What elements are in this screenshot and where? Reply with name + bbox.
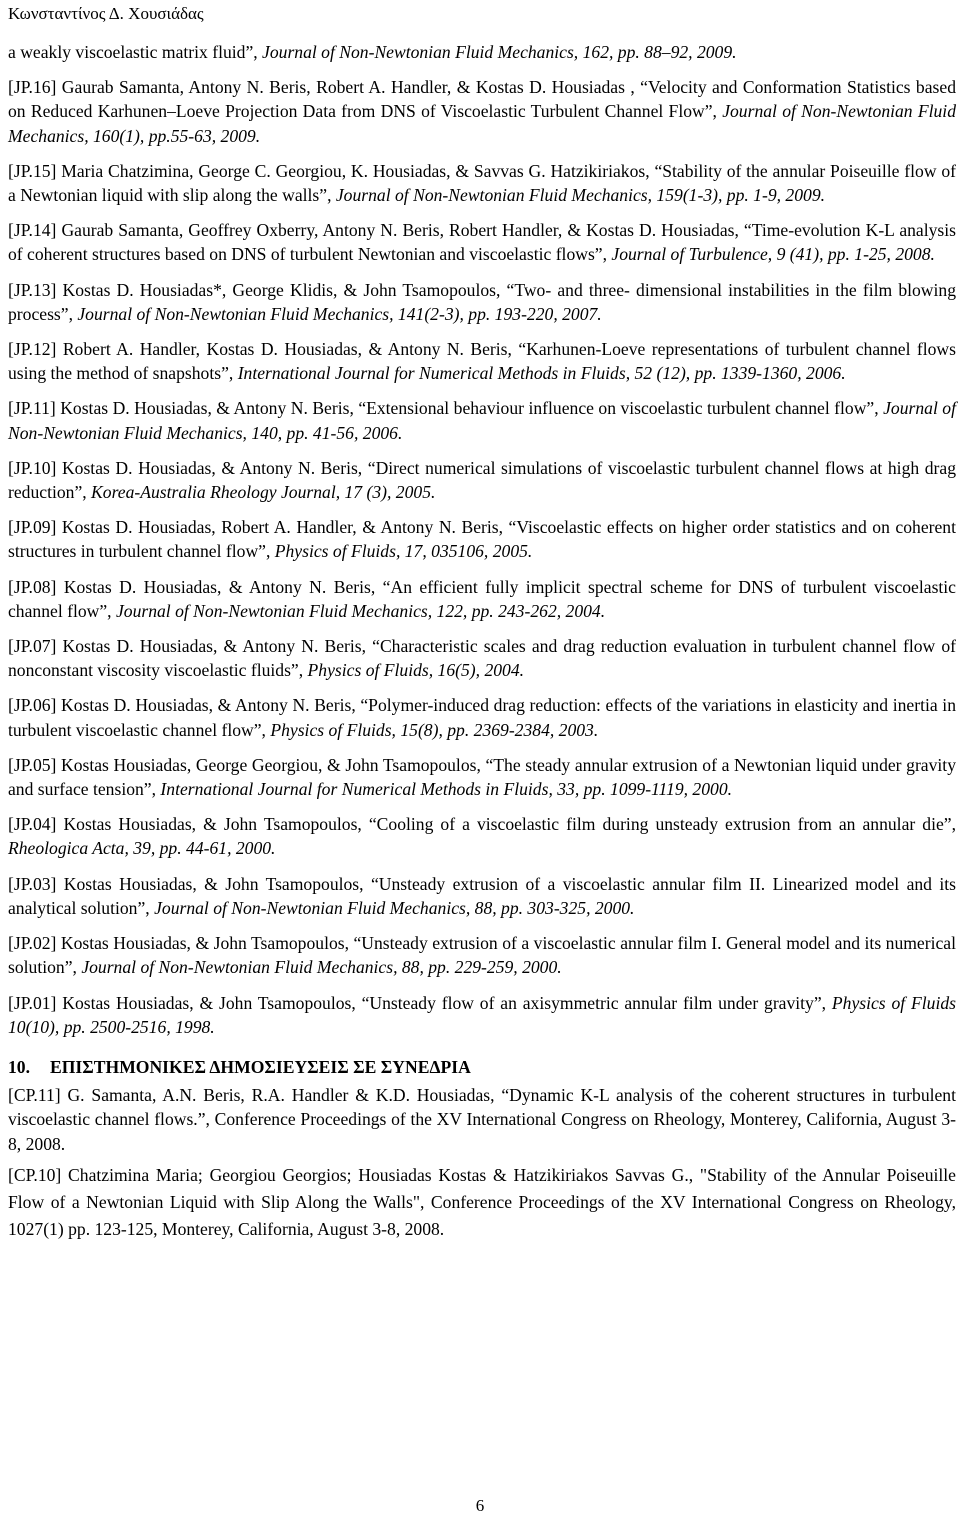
reference-text: [JP.10] Kostas D. Housiadas, & Antony N. Beris, “Direct numerical simulations of viscoelastic turbulent channel flows at high drag reduction”, — [8, 457, 956, 503]
journal-reference — [8, 218, 956, 266]
reference-text: [JP.05] Kostas Housiadas, George Georgiou, & John Tsamopoulos, “The steady annular extrusion of a Newtonian liquid under gravity and surface tension”, — [8, 754, 956, 800]
reference-journal: Korea-Australia Rheology Journal, 17 (3), 2005. — [91, 482, 436, 503]
reference-journal: Journal of Non-Newtonian Fluid Mechanics, 160(1), pp.55-63, 2009. — [8, 101, 956, 146]
reference-journal: Journal of Non-Newtonian Fluid Mechanics, 122, pp. 243-262, 2004. — [115, 600, 606, 621]
reference-text: [JP.13] Kostas D. Housiadas*, George Klidis, & John Tsamopoulos, “Two- and three- dimensional instabilities in the film blowing process”, — [8, 279, 956, 324]
page-number: 6 — [475, 1496, 485, 1515]
reference-text: [JP.09] Kostas D. Housiadas, Robert A. Handler, & Antony N. Beris, “Viscoelastic effects on higher order statistics and on coherent structures in turbulent channel flow”, — [8, 517, 956, 562]
reference-journal: Journal of Non-Newtonian Fluid Mechanics, 88, pp. 229-259, 2000. — [81, 957, 562, 978]
conference-reference: [CP.10] Chatzimina Maria; Georgiou Georgios; Housiadas Kostas & Hatzikiriakos Savvas G., "Stability of the Annular Poiseuille Flow of a Newtonian Liquid with Slip Along the Walls", Conference Proceedings of the XV International Congress on Rheology, 1027(1) pp. 123-125, Monterey, California, August 3-8, 2008. — [8, 1164, 956, 1239]
journal-references — [8, 75, 956, 1039]
reference-text: [JP.02] Kostas Housiadas, & John Tsamopoulos, “Unsteady extrusion of a viscoelastic annular film I. General model and its numerical solution”, — [8, 933, 956, 978]
reference-journal: Journal of Non-Newtonian Fluid Mechanics, 140, pp. 41-56, 2006. — [8, 398, 956, 443]
journal-reference — [8, 872, 956, 920]
reference-text: [JP.15] Maria Chatzimina, George C. Georgiou, K. Housiadas, & Savvas G. Hatzikiriakos, “Stability of the annular Poiseuille flow of a Newtonian liquid with slip along the walls”, — [8, 160, 956, 206]
reference-text: [JP.14] Gaurab Samanta, Geoffrey Oxberry, Antony N. Beris, Robert Handler, & Kostas D. Housiadas, “Time-evolution K-L analysis of coherent structures based on DNS of turbulent Newtonian and viscoelastic flows”, — [8, 220, 956, 265]
reference-text: [JP.01] Kostas Housiadas, & John Tsamopoulos, “Unsteady flow of an axisymmetric annular film under gravity”, — [8, 992, 832, 1013]
reference-text: [JP.07] Kostas D. Housiadas, & Antony N. Beris, “Characteristic scales and drag reduction evaluation in turbulent channel flow of nonconstant viscosity viscoelastic fluids”, — [8, 636, 956, 681]
publication-list — [8, 40, 956, 1243]
journal-reference — [8, 515, 956, 563]
reference-text: [JP.03] Kostas Housiadas, & John Tsamopoulos, “Unsteady extrusion of a viscoelastic annular film II. Linearized model and its analytical solution”, — [8, 873, 956, 918]
journal-reference — [8, 753, 956, 801]
journal-reference — [8, 456, 956, 504]
reference-text: [JP.12] Robert A. Handler, Kostas D. Housiadas, & Antony N. Beris, “Karhunen-Loeve representations of turbulent channel flows using the method of snapshots”, — [8, 339, 956, 384]
reference-text: [JP.06] Kostas D. Housiadas, & Antony N. Beris, “Polymer-induced drag reduction: effects of the variations in elasticity and inertia in turbulent viscoelastic channel flow”, — [8, 695, 956, 740]
journal-reference — [8, 693, 956, 741]
journal-reference — [8, 634, 956, 682]
reference-journal: Journal of Non-Newtonian Fluid Mechanics, 141(2-3), pp. 193-220, 2007. — [77, 303, 602, 324]
reference-text: a weakly viscoelastic matrix fluid”, — [8, 42, 263, 62]
conference-reference: [CP.11] G. Samanta, A.N. Beris, R.A. Handler & K.D. Housiadas, “Dynamic K-L analysis of the coherent structures in turbulent viscoelastic channel flows.”, Conference Proceedings of the XV International Congress on Rheology, Monterey, California, August 3-8, 2008. — [8, 1085, 956, 1154]
reference-journal: Journal of Non-Newtonian Fluid Mechanics, 159(1-3), pp. 1-9, 2009. — [335, 185, 826, 206]
reference-journal: Journal of Non-Newtonian Fluid Mechanics, 162, pp. 88–92, 2009. — [262, 42, 737, 62]
journal-reference — [8, 396, 956, 444]
reference-journal: Physics of Fluids, 17, 035106, 2005. — [274, 541, 533, 562]
journal-reference — [8, 159, 956, 207]
section-number: 10. — [8, 1056, 30, 1077]
reference-text: [JP.04] Kostas Housiadas, & John Tsamopoulos, “Cooling of a viscoelastic film during unsteady extrusion from an annular die”, — [8, 814, 956, 835]
page-header-author: Κωνσταντίνος Δ. Χουσιάδας — [8, 4, 204, 23]
reference-journal: Physics of Fluids 10(10), pp. 2500-2516, 1998. — [8, 992, 956, 1037]
reference-text: [JP.11] Kostas D. Housiadas, & Antony N. Beris, “Extensional behaviour influence on viscoelastic turbulent channel flow”, — [8, 398, 884, 419]
reference-text: [JP.16] Gaurab Samanta, Antony N. Beris, Robert A. Handler, & Kostas D. Housiadas , “Velocity and Conformation Statistics based on Reduced Karhunen–Loeve Projection Data from DNS of Viscoelastic Turbulent Channel Flow”, — [8, 77, 956, 122]
reference-journal: Journal of Non-Newtonian Fluid Mechanics, 88, pp. 303-325, 2000. — [154, 897, 635, 918]
reference-journal: Journal of Turbulence, 9 (41), pp. 1-25, 2008. — [611, 244, 935, 265]
reference-text: [JP.08] Kostas D. Housiadas, & Antony N. Beris, “An efficient fully implicit spectral scheme for DNS of turbulent viscoelastic channel flow”, — [8, 576, 956, 621]
reference-journal: Rheologica Acta, 39, pp. 44-61, 2000. — [8, 838, 276, 859]
reference-journal: International Journal for Numerical Methods in Fluids, 33, pp. 1099-1119, 2000. — [160, 779, 733, 800]
reference-journal: International Journal for Numerical Methods in Fluids, 52 (12), pp. 1339-1360, 2006. — [237, 363, 846, 384]
reference-journal: Physics of Fluids, 16(5), 2004. — [307, 660, 525, 681]
journal-reference — [8, 75, 956, 148]
reference-fragment — [8, 40, 956, 64]
journal-reference — [8, 931, 956, 979]
journal-reference — [8, 575, 956, 623]
journal-reference — [8, 812, 956, 860]
section-title: ΕΠΙΣΤΗΜΟΝΙΚΕΣ ΔΗΜΟΣΙΕΥΣΕΙΣ ΣΕ ΣΥΝΕΔΡΙΑ — [50, 1056, 471, 1077]
reference-journal: Physics of Fluids, 15(8), pp. 2369-2384, 2003. — [270, 719, 599, 740]
journal-reference — [8, 278, 956, 326]
section-heading — [8, 1055, 956, 1079]
journal-reference — [8, 991, 956, 1039]
journal-reference — [8, 337, 956, 385]
